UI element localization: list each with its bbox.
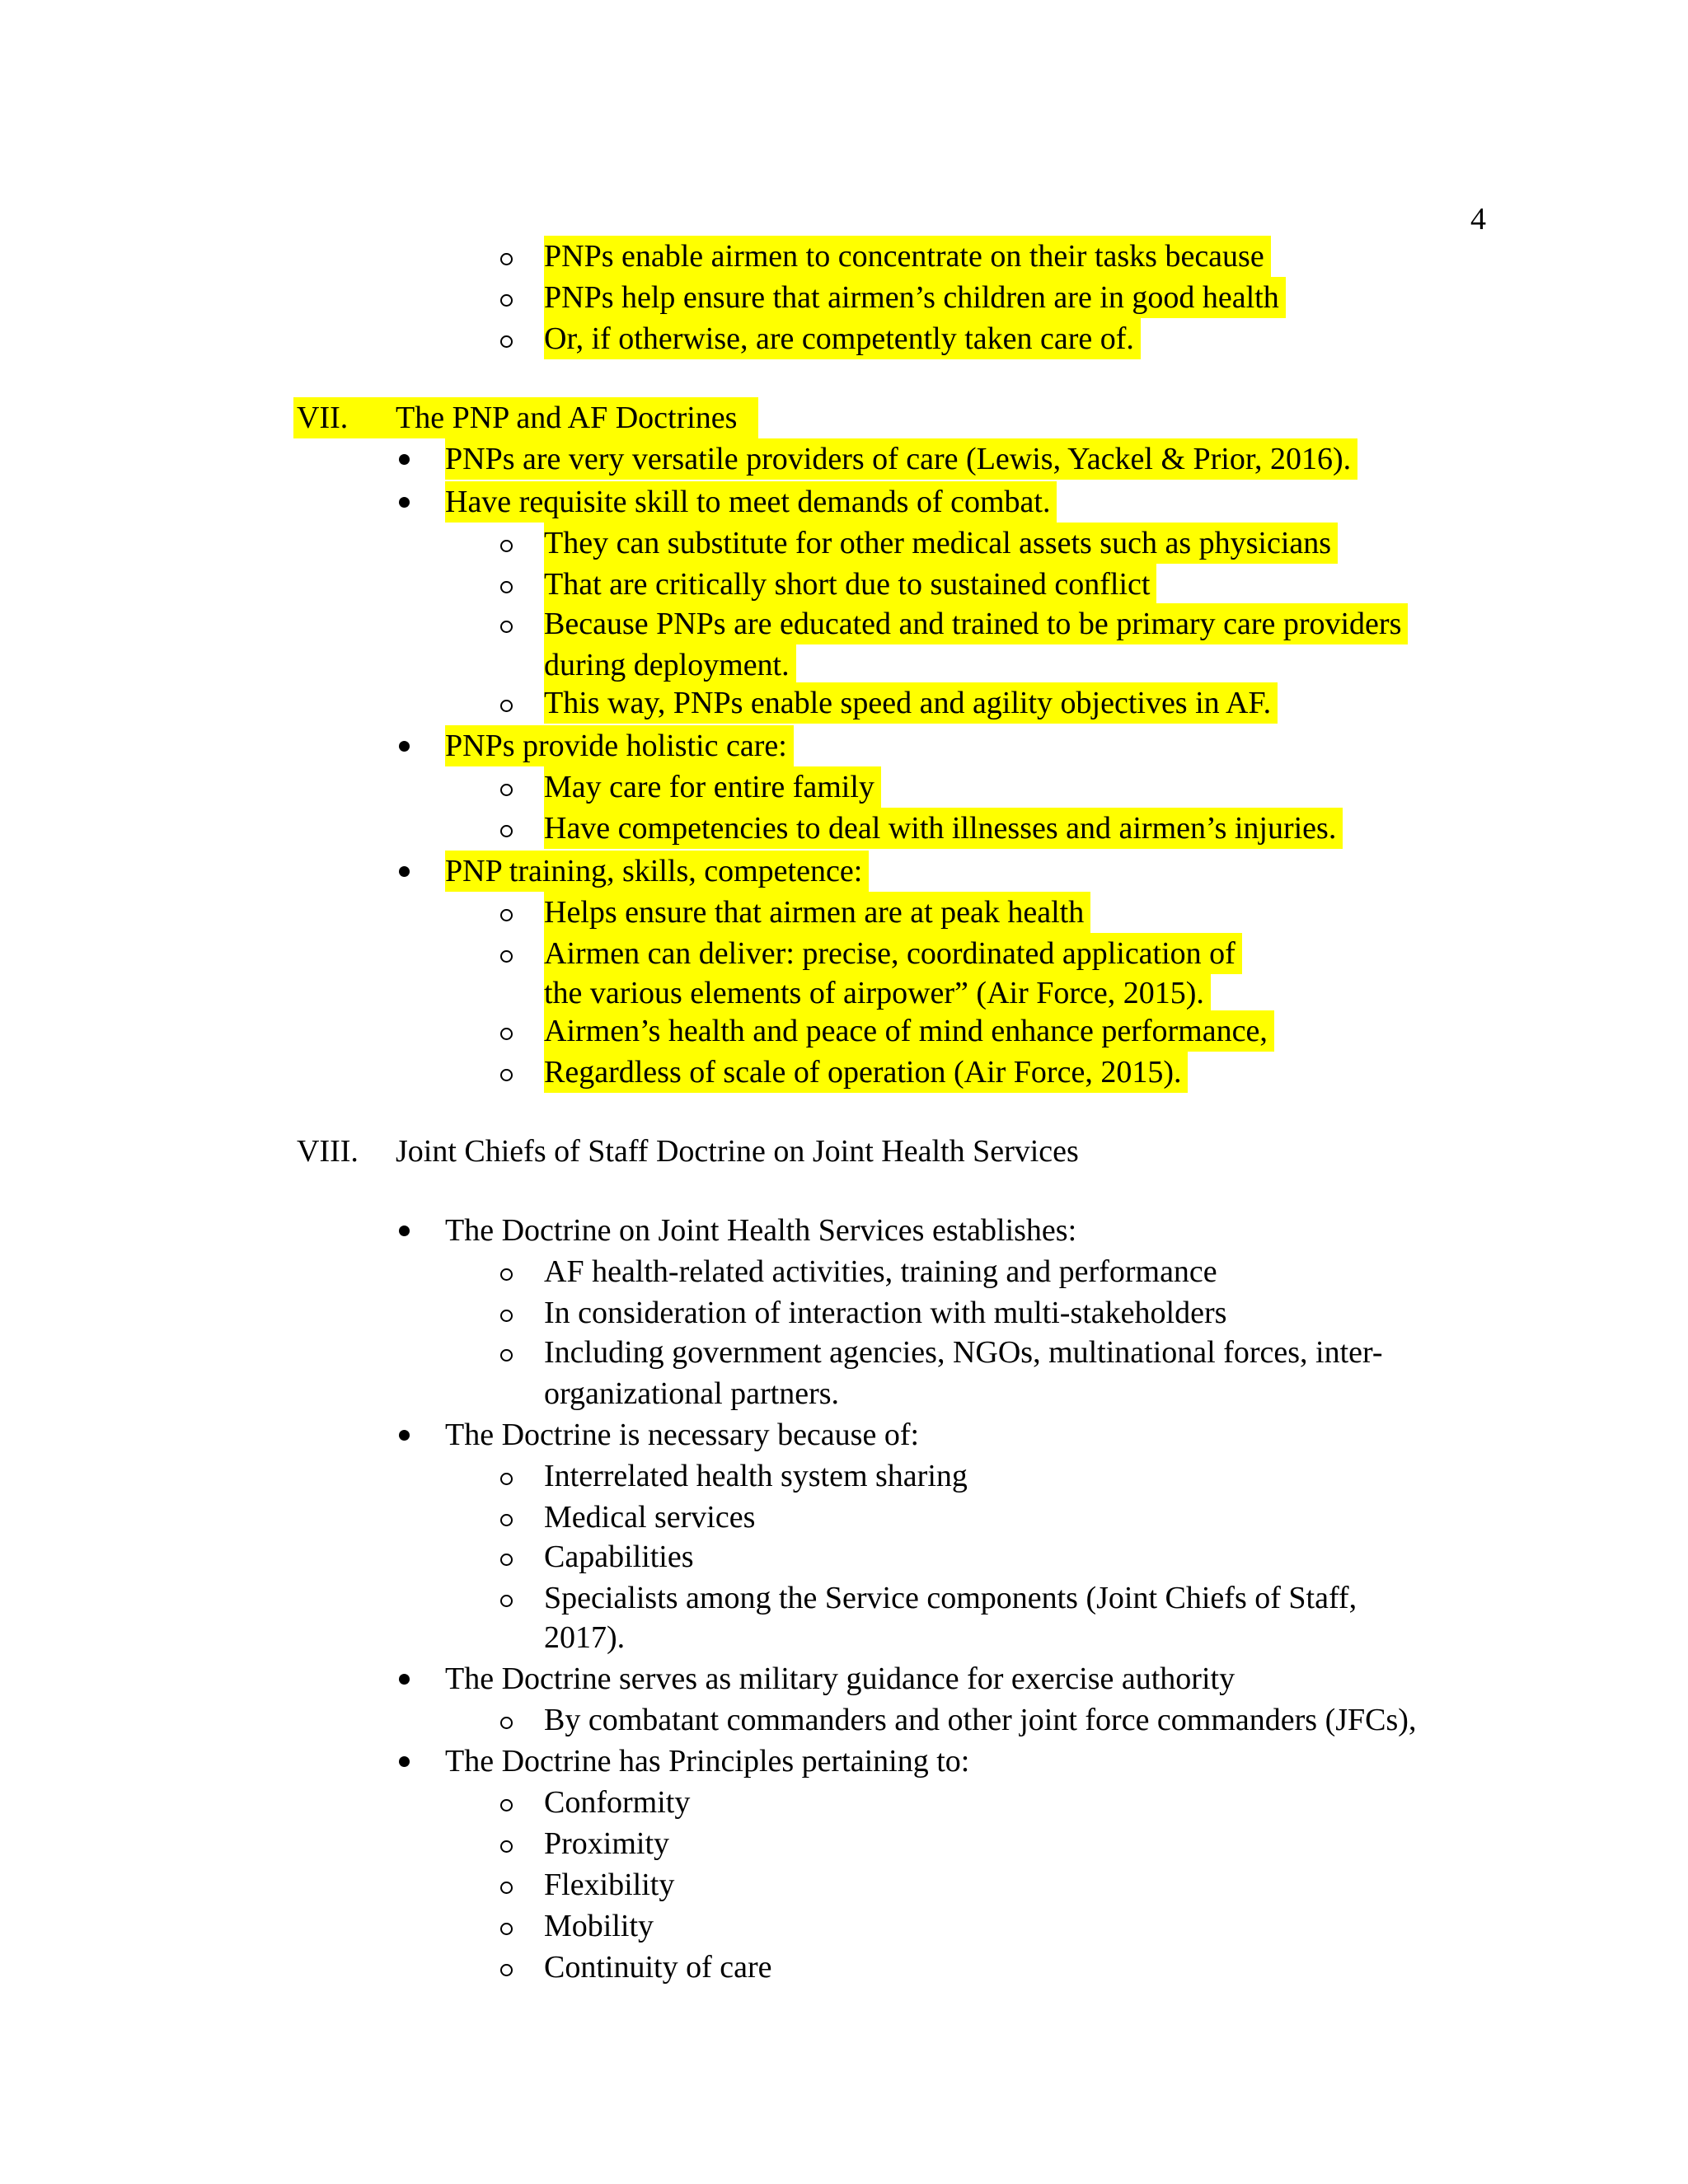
page-number: 4 (1470, 202, 1486, 237)
list-item-text: Have competencies to deal with illnesses and airmen’s injuries. (544, 808, 1343, 849)
list-item-text: during deployment. (544, 644, 796, 686)
hollow-bullet-icon (491, 603, 521, 644)
hollow-bullet-icon (491, 1497, 521, 1538)
bullet-icon (387, 438, 420, 480)
hollow-bullet-icon (491, 1052, 521, 1093)
list-item-text: May care for entire family (544, 766, 881, 808)
bullet-icon (387, 481, 420, 523)
list-item-text: The Doctrine serves as military guidance for exercise authority (445, 1661, 1236, 1696)
list-item-text: PNPs are very versatile providers of care (Lewis, Yackel & Prior, 2016). (445, 438, 1357, 480)
hollow-bullet-icon (491, 1782, 521, 1823)
hollow-bullet-icon (491, 1699, 521, 1741)
list-item-text: The Doctrine on Joint Health Services establishes: (445, 1213, 1077, 1248)
list-item-text: PNPs enable airmen to concentrate on their tasks because (544, 236, 1271, 277)
list-item-text: In consideration of interaction with multi-stakeholders (544, 1296, 1227, 1330)
list-item-text: Mobility (544, 1909, 654, 1943)
list-item-text: That are critically short due to sustained conflict (544, 564, 1156, 605)
hollow-bullet-icon (491, 1864, 521, 1905)
list-item-text: PNP training, skills, competence: (445, 851, 869, 892)
list-item-text: The Doctrine has Principles pertaining to: (445, 1744, 970, 1779)
hollow-bullet-icon (491, 1010, 521, 1052)
bullet-icon (387, 1210, 420, 1251)
hollow-bullet-icon (491, 236, 521, 277)
list-item-text: Proximity (544, 1826, 670, 1861)
section-numeral: VII. (297, 401, 349, 435)
list-item-text: The Doctrine is necessary because of: (445, 1418, 920, 1452)
hollow-bullet-icon (491, 564, 521, 605)
list-item-text: PNPs provide holistic care: (445, 725, 794, 766)
list-item-text: Have requisite skill to meet demands of combat. (445, 481, 1057, 523)
list-item-text: the various elements of airpower” (Air Force, 2015). (544, 972, 1211, 1014)
section-numeral: VIII. (297, 1134, 359, 1169)
hollow-bullet-icon (491, 1332, 521, 1373)
bullet-icon (387, 1741, 420, 1782)
list-item-text: Regardless of scale of operation (Air Force, 2015). (544, 1052, 1188, 1093)
list-item-text: organizational partners. (544, 1376, 840, 1411)
section-title: Joint Chiefs of Staff Doctrine on Joint Health Services (396, 1134, 1079, 1169)
list-item-text: Airmen’s health and peace of mind enhance performance, (544, 1010, 1274, 1052)
hollow-bullet-icon (491, 682, 521, 724)
list-item-text: This way, PNPs enable speed and agility objectives in AF. (544, 682, 1278, 724)
list-item-text: Including government agencies, NGOs, multinational forces, inter- (544, 1335, 1383, 1370)
list-item-text: AF health-related activities, training and performance (544, 1254, 1217, 1289)
hollow-bullet-icon (491, 1823, 521, 1864)
bullet-icon (387, 1658, 420, 1699)
list-item-text: Medical services (544, 1500, 756, 1535)
hollow-bullet-icon (491, 318, 521, 359)
list-item-text: Capabilities (544, 1540, 694, 1574)
hollow-bullet-icon (491, 1251, 521, 1292)
list-item-text: Conformity (544, 1785, 691, 1820)
list-item-text: 2017). (544, 1620, 626, 1655)
hollow-bullet-icon (491, 1947, 521, 1988)
bullet-icon (387, 1414, 420, 1455)
bullet-icon (387, 851, 420, 892)
hollow-bullet-icon (491, 523, 521, 564)
list-item-text: Interrelated health system sharing (544, 1459, 968, 1493)
list-item-text: Continuity of care (544, 1950, 772, 1985)
hollow-bullet-icon (491, 1455, 521, 1497)
hollow-bullet-icon (491, 1577, 521, 1619)
hollow-bullet-icon (491, 933, 521, 974)
list-item-text: Specialists among the Service components (Joint Chiefs of Staff, (544, 1581, 1357, 1615)
hollow-bullet-icon (491, 766, 521, 808)
list-item-text: Airmen can deliver: precise, coordinated application of (544, 933, 1242, 974)
hollow-bullet-icon (491, 892, 521, 933)
hollow-bullet-icon (491, 1905, 521, 1947)
list-item-text: Helps ensure that airmen are at peak health (544, 892, 1090, 933)
list-item-text: By combatant commanders and other joint force commanders (JFCs), (544, 1703, 1417, 1737)
hollow-bullet-icon (491, 1292, 521, 1333)
list-item-text: PNPs help ensure that airmen’s children are in good health (544, 277, 1286, 318)
list-item-text: They can substitute for other medical assets such as physicians (544, 523, 1338, 564)
hollow-bullet-icon (491, 1536, 521, 1577)
section-title: The PNP and AF Doctrines (396, 397, 743, 438)
bullet-icon (387, 725, 420, 766)
list-item-text: Because PNPs are educated and trained to be primary care providers (544, 603, 1408, 644)
list-item-text: Or, if otherwise, are competently taken care of. (544, 318, 1141, 359)
hollow-bullet-icon (491, 277, 521, 318)
list-item-text: Flexibility (544, 1868, 675, 1902)
hollow-bullet-icon (491, 808, 521, 849)
